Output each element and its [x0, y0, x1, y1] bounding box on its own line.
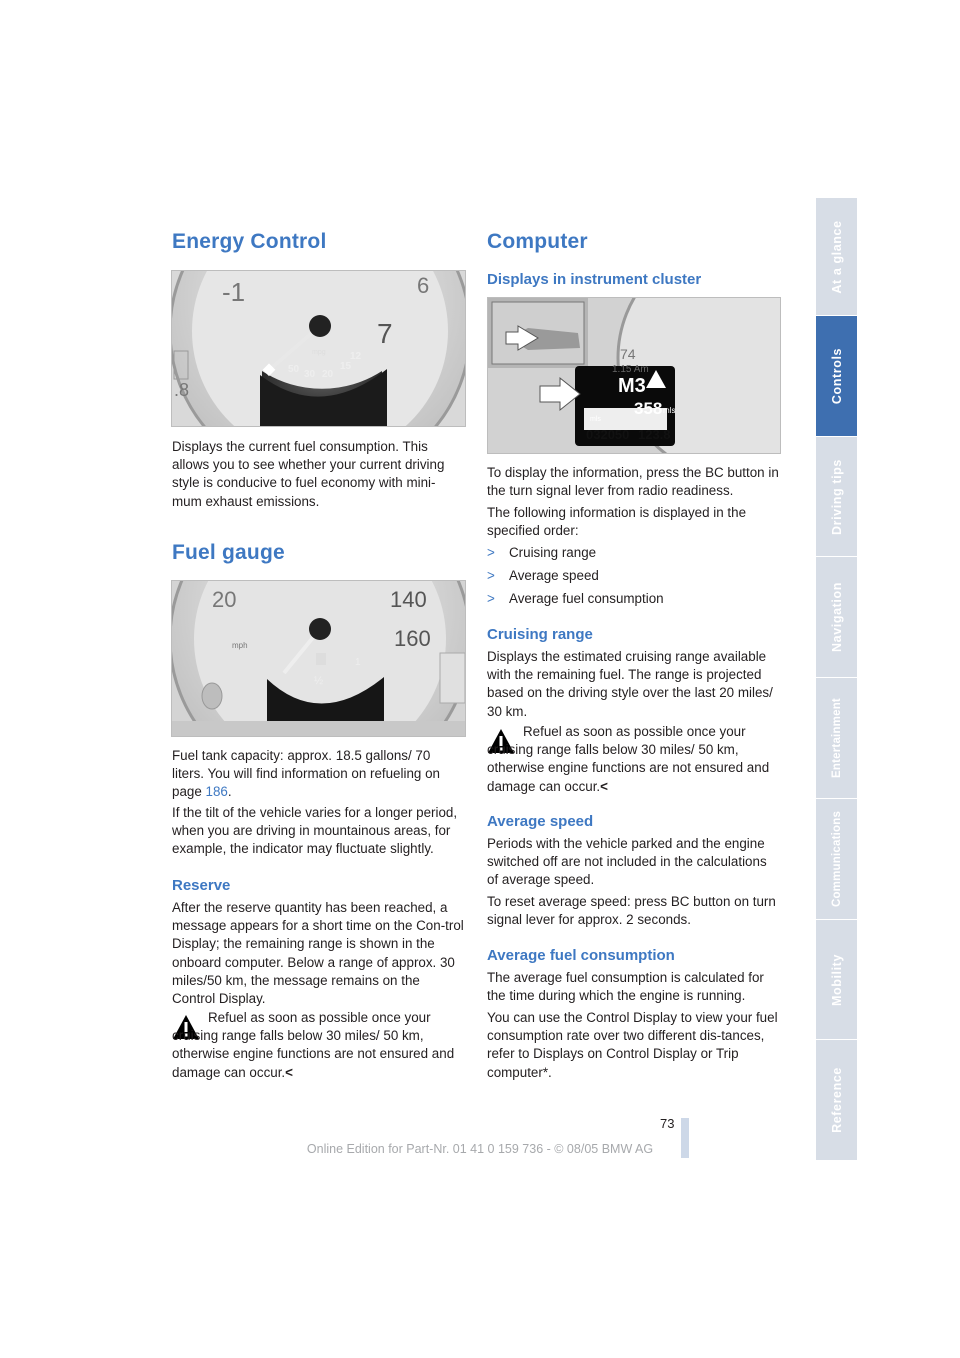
- speedo-unit-label: mph: [232, 641, 248, 650]
- energy-control-figure: [171, 270, 466, 427]
- display-temp: 74: [620, 346, 636, 362]
- display-small-mls: mls: [590, 416, 601, 423]
- average-fuel-control-text: You can use the Control Display to view your fuel consumption rate over two different dis-tances, refer to Displays on Control Display or Trip computer*.: [487, 1010, 778, 1080]
- speedo-label-20: 20: [212, 587, 237, 612]
- tab-label: At a glance: [829, 219, 844, 294]
- fuel-capacity-text-end: .: [227, 784, 232, 800]
- bullet-text: Average speed: [509, 568, 599, 583]
- bullet-text: Average fuel consumption: [509, 591, 664, 606]
- display-range-value: 358: [634, 399, 663, 418]
- tab-navigation[interactable]: [816, 557, 857, 677]
- average-fuel-heading: Average fuel consumption: [487, 947, 675, 964]
- bullet-text: Cruising range: [509, 545, 597, 560]
- footer-text: Online Edition for Part-Nr. 01 41 0 159 736 - © 08/05 BMW AG: [306, 1142, 654, 1156]
- energy-control-text: Displays the current fuel consumption. This allows you to see whether your current driving style is conducive to fuel economy with mini-mum exhaust emissions.: [172, 439, 445, 509]
- fuel-capacity-text: [172, 747, 464, 802]
- energy-control-heading: Energy Control: [172, 230, 327, 253]
- fuel-tilt-text: If the tilt of the vehicle varies for a longer period, when you are driving in mountainous areas, for example, the indicator may fluctuate slightly.: [172, 805, 458, 857]
- display-instruction-text: To display the information, press the BC button in the turn signal lever from radio readiness.: [487, 465, 779, 499]
- page-186-link[interactable]: 186: [205, 784, 228, 800]
- tab-label: Communications: [830, 810, 843, 908]
- cruising-range-text: Displays the estimated cruising range available with the remaining fuel. The range is projected based on the driving style over the last 20 miles/ 30 km.: [487, 649, 773, 719]
- mpg-label-12: 12: [350, 351, 362, 362]
- computer-heading: Computer: [487, 230, 588, 253]
- displays-heading: Displays in instrument cluster: [487, 271, 702, 288]
- tab-label: Controls: [829, 347, 844, 405]
- mpg-label-20: 20: [322, 369, 334, 380]
- average-speed-heading: Average speed: [487, 813, 594, 830]
- mpg-label-30: 30: [304, 369, 316, 380]
- cruising-end-mark: <: [600, 778, 608, 794]
- tab-label: Driving tips: [829, 458, 844, 535]
- bullet-mark: >: [487, 545, 495, 560]
- svg-text:.8: .8: [174, 380, 190, 400]
- reserve-text: After the reserve quantity has been reached, a message appears for a short time on the Con-trol Display; the remaining range is shown in the onboard computer. Below a range of approx. 30 miles/50 km, the message remains on the Control Display.: [172, 900, 464, 1007]
- mpg-unit-label: mpg: [312, 349, 326, 356]
- display-trip: 123.8: [638, 427, 671, 442]
- tab-mobility[interactable]: [816, 920, 857, 1039]
- display-range-unit: mls: [663, 406, 676, 415]
- reserve-warning-body: Refuel as soon as possible once your cruising range falls below 30 miles/ 50 km, otherwise engine functions are not ensured and damage can occur.: [172, 1010, 455, 1080]
- mpg-label-50: 50: [288, 364, 300, 375]
- fuel-capacity-text-main: Fuel tank capacity: approx. 18.5 gallons/ 70 liters. You will find information on refueling on page: [172, 748, 440, 800]
- average-fuel-text: The average fuel consumption is calculated for the time during which the engine is running.: [487, 970, 764, 1004]
- tab-label: Navigation: [829, 582, 844, 652]
- display-time: 1.15 Am: [612, 364, 649, 375]
- cruising-range-heading: Cruising range: [487, 626, 593, 643]
- tab-controls[interactable]: [816, 316, 857, 436]
- reserve-warning-text: [172, 1009, 464, 1082]
- average-speed-reset-text: To reset average speed: press BC button on turn signal lever for approx. 2 seconds.: [487, 894, 776, 928]
- fuel-label-full: 1: [355, 657, 361, 668]
- svg-text:6: 6: [417, 273, 430, 298]
- instrument-cluster-figure: [487, 297, 781, 454]
- display-order-text: The following information is displayed in the specified order:: [487, 505, 747, 539]
- cruising-warning-body: Refuel as soon as possible once your cruising range falls below 30 miles/ 50 km, otherwise engine functions are not ensured and damage can occur.: [487, 724, 770, 794]
- page-number: 73: [660, 1116, 675, 1131]
- speedo-label-160: 160: [394, 626, 431, 651]
- bullet-mark: >: [487, 568, 495, 583]
- mpg-label-15: 15: [340, 361, 352, 372]
- display-gear-indicator: M3: [618, 375, 646, 397]
- speedo-label-140: 140: [390, 587, 427, 612]
- average-speed-text: Periods with the vehicle parked and the engine switched off are not included in the calculations of average speed.: [487, 836, 767, 888]
- reserve-end-mark: <: [285, 1064, 293, 1080]
- tab-label: Mobility: [829, 953, 844, 1006]
- tab-communications[interactable]: [816, 799, 857, 919]
- tab-label: Entertainment: [830, 698, 843, 778]
- fuel-label-half: ½: [314, 675, 324, 687]
- bullet-mark: >: [487, 591, 495, 606]
- tab-driving-tips[interactable]: [816, 437, 857, 556]
- svg-text:7: 7: [377, 318, 393, 349]
- cruising-warning-text: [487, 723, 779, 796]
- fuel-gauge-heading: Fuel gauge: [172, 541, 285, 564]
- reserve-heading: Reserve: [172, 877, 231, 894]
- list-item: [487, 544, 779, 562]
- svg-text:-1: -1: [222, 277, 246, 307]
- tab-label: Reference: [829, 1067, 844, 1133]
- tab-at-a-glance[interactable]: [816, 198, 857, 315]
- tab-entertainment[interactable]: [816, 678, 857, 798]
- list-item: [487, 590, 779, 608]
- fuel-gauge-figure: [171, 580, 466, 737]
- display-odometer: 032050: [586, 427, 630, 442]
- list-item: [487, 567, 779, 585]
